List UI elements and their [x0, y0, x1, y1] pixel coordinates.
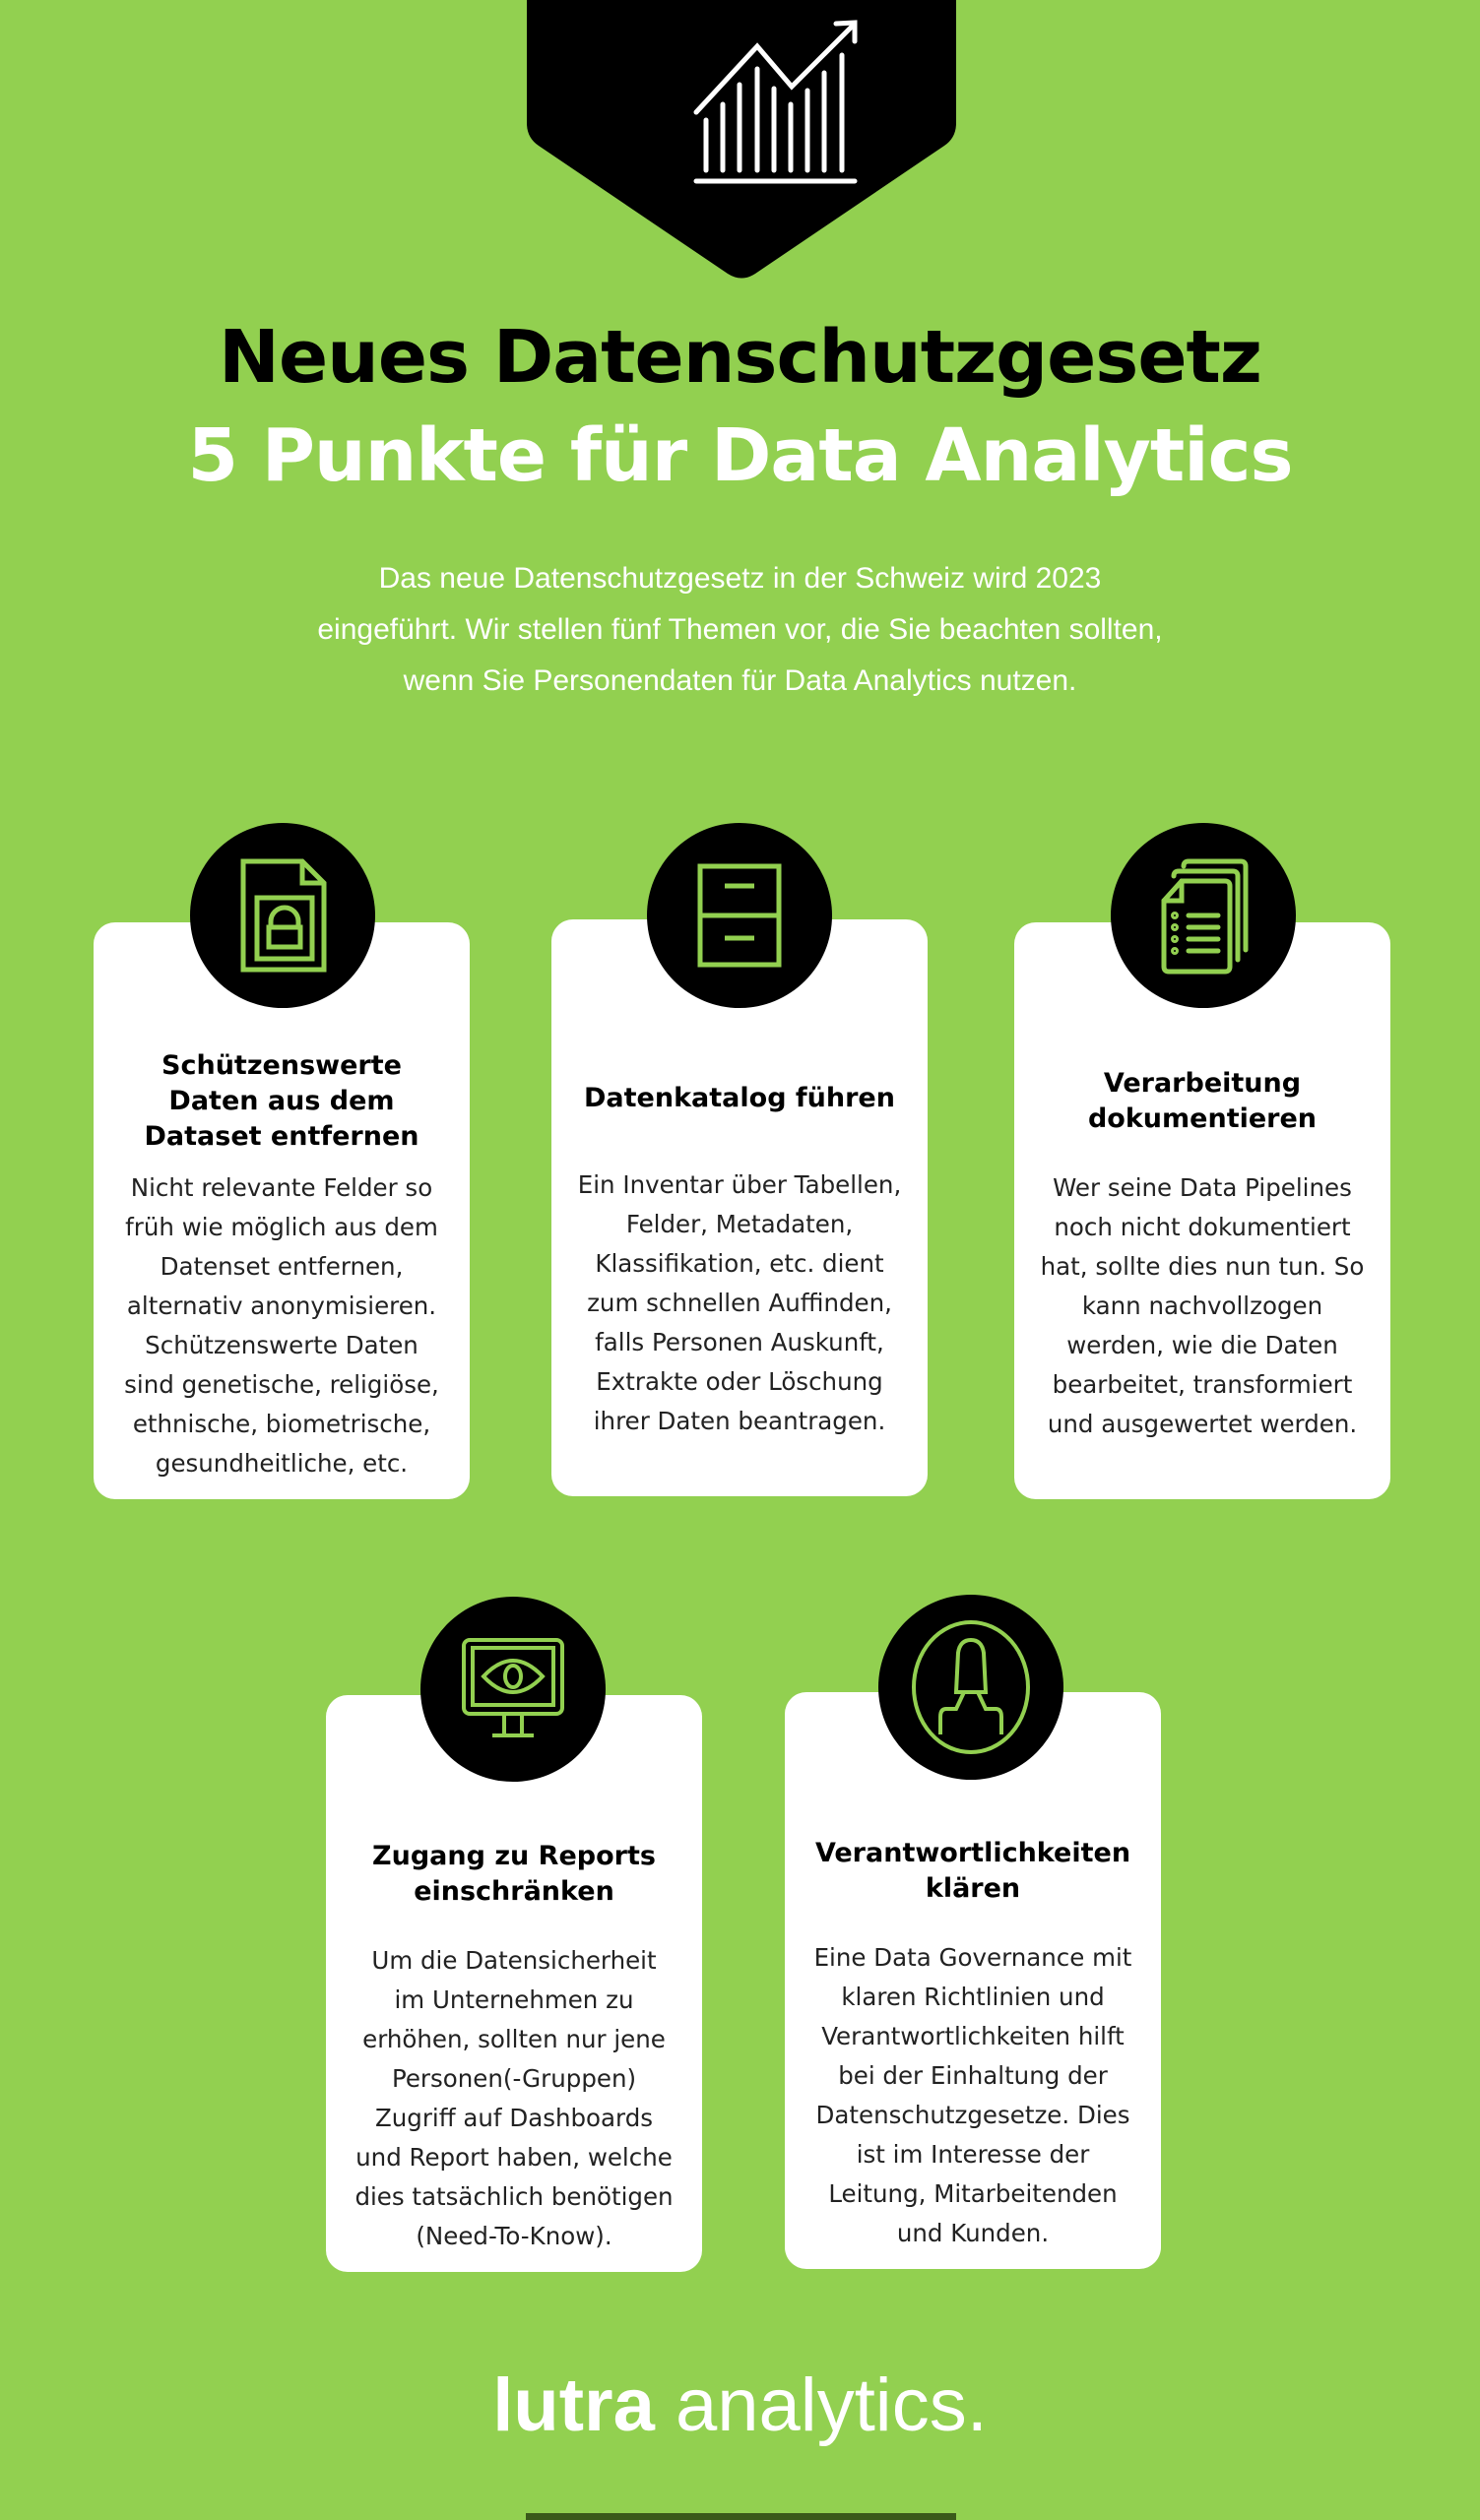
card-documentation	[1014, 922, 1390, 1499]
card-text: Wer seine Data Pipelines noch nicht dokumentiert hat, sollte dies nun tun. So kann nachvollzogen werden, wie die Daten bearbeitet, transformiert und ausgewertet werden.	[1040, 1173, 1365, 1438]
file-cabinet-icon	[647, 823, 832, 1008]
page-title: Neues Datenschutzgesetz	[219, 315, 1261, 400]
monitor-eye-icon	[420, 1597, 606, 1782]
company-logo	[0, 2362, 1480, 2448]
card-text: Ein Inventar über Tabellen, Felder, Metadaten, Klassifikation, etc. dient zum schnellen Auffinden, falls Personen Auskunft, Extrakte oder Löschung ihrer Daten beantragen.	[577, 1170, 902, 1435]
intro-text: Das neue Datenschutzgesetz in der Schweiz wird 2023 eingeführt. Wir stellen fünf Themen vor, die Sie beachten sollten, wenn Sie Personendaten für Data Analytics nutzen.	[317, 562, 1163, 697]
card-title: Verantwortlichkeiten klären	[814, 1838, 1131, 1904]
header-banner	[527, 0, 956, 281]
locked-document-icon	[190, 823, 375, 1008]
person-icon	[878, 1595, 1063, 1780]
card-title: Datenkatalog führen	[584, 1083, 895, 1113]
card-text: Um die Datensicherheit im Unternehmen zu erhöhen, sollten nur jene Personen(-Gruppen) Zugriff auf Dashboards und Report haben, welche dies tatsächlich benötigen (Need-To-Know).	[354, 1946, 674, 2250]
card-text: Eine Data Governance mit klaren Richtlinien und Verantwortlichkeiten hilft bei der Einhaltung der Datenschutzgesetze. Dies ist im Interesse der Leitung, Mitarbeitenden und Kunden.	[813, 1943, 1132, 2247]
card-sensitive-data	[94, 922, 470, 1499]
logo-light: analytics.	[654, 2363, 988, 2447]
card-text: Nicht relevante Felder so früh wie möglich aus dem Datenset entfernen, alternativ anonymisieren. Schützenswerte Daten sind genetische, religiöse, ethnische, biometrische, gesundheitliche, etc.	[124, 1173, 439, 1478]
card-title: Zugang zu Reports einschränken	[372, 1841, 656, 1907]
document-stack-icon	[1111, 823, 1296, 1008]
card-title: Schützenswerte Daten aus dem Dataset entfernen	[144, 1050, 419, 1152]
card-title: Verarbeitung dokumentieren	[1087, 1068, 1318, 1134]
page-subtitle: 5 Punkte für Data Analytics	[187, 413, 1293, 498]
logo-bold: lutra	[492, 2363, 655, 2447]
bottom-bar	[526, 2513, 956, 2520]
